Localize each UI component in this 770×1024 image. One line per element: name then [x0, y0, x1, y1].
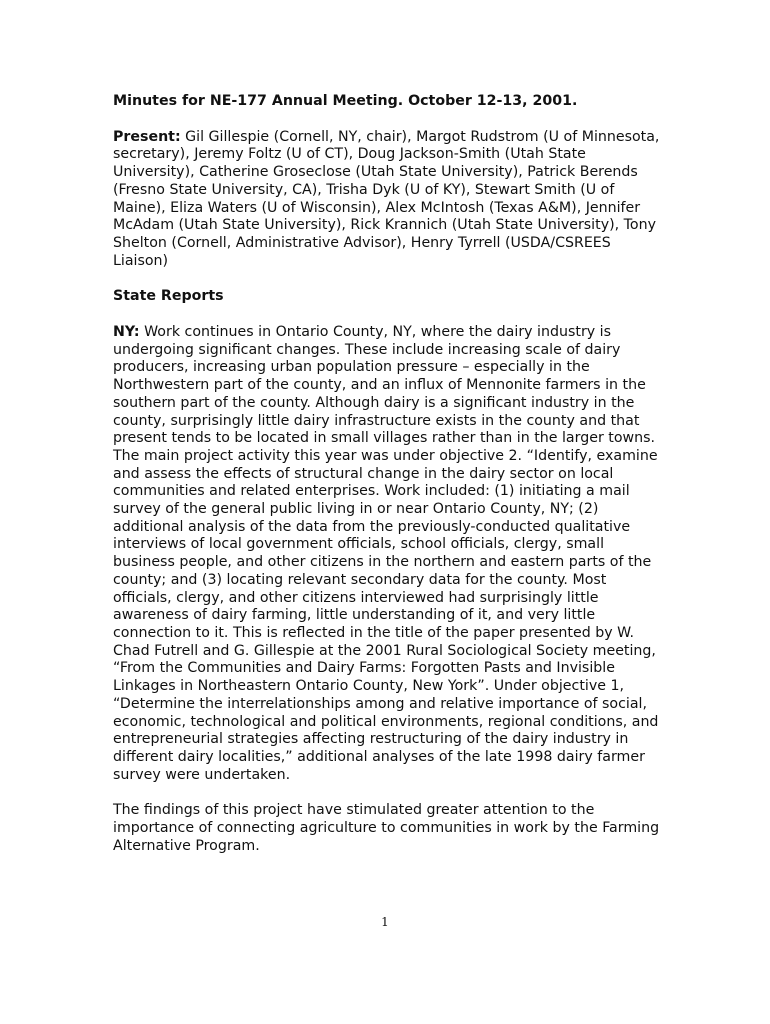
present-attendees: Gil Gillespie (Cornell, NY, chair), Margot Rudstrom (U of Minnesota, secretary), Jeremy Foltz (U of CT), Doug Jackson-Smith (Utah State University), Catherine Groseclose (Utah State University), Patrick Berends (Fresno State University, CA), Trisha Dyk (U of KY), Stewart Smith (U of Maine), Eliza Waters (U of Wisconsin), Alex McIntosh (Texas A&M), Jennifer McAdam (Utah State University), Rick Krannich (Utah State University), Tony Shelton (Cornell, Administrative Advisor), Henry Tyrrell (USDA/CSREES Liaison)	[113, 128, 660, 269]
present-paragraph	[113, 129, 661, 271]
document-page	[113, 93, 661, 855]
ny-report-paragraph	[113, 324, 661, 784]
present-label: Present:	[113, 128, 181, 145]
page-number: 1	[381, 915, 389, 929]
ny-label: NY:	[113, 324, 140, 341]
findings-paragraph: The findings of this project have stimulated greater attention to the importance of connecting agriculture to communities in work by the Farming Alternative Program.	[113, 802, 660, 854]
document-title: Minutes for NE-177 Annual Meeting. October 12-13, 2001.	[113, 93, 578, 109]
section-heading-state-reports: State Reports	[113, 288, 224, 305]
ny-report-text: Work continues in Ontario County, NY, where the dairy industry is undergoing significant changes. These include increasing scale of dairy producers, increasing urban population pressure – especially in the Northwestern part of the county, and an influx of Mennonite farmers in the southern part of the county. Although dairy is a significant industry in the county, surprisingly little dairy infrastructure exists in the county and that present tends to be located in small villages rather than in the larger towns. The main project activity this year was under objective 2. “Identify, examine and assess the effects of structural change in the dairy sector on local communities and related enterprises. Work included: (1) initiating a mail survey of the general public living in or near Ontario County, NY; (2) additional analysis of the data from the previously-conducted qualitative interviews of local government officials, school officials, clergy, small business people, and other citizens in the northern and eastern parts of the county; and (3) locating relevant secondary data for the county. Most officials, clergy, and other citizens interviewed had surprisingly little awareness of dairy farming, little understanding of it, and very little connection to it. This is reflected in the title of the paper presented by W. Chad Futrell and G. Gillespie at the 2001 Rural Sociological Society meeting, “From the Communities and Dairy Farms: Forgotten Pasts and Invisible Linkages in Northeastern Ontario County, New York”. Under objective 1, “Determine the interrelationships among and relative importance of social, economic, technological and political environments, regional conditions, and entrepreneurial strategies affecting restructuring of the dairy industry in different dairy localities,” additional analyses of the late 1998 dairy farmer survey were undertaken.	[113, 324, 659, 783]
